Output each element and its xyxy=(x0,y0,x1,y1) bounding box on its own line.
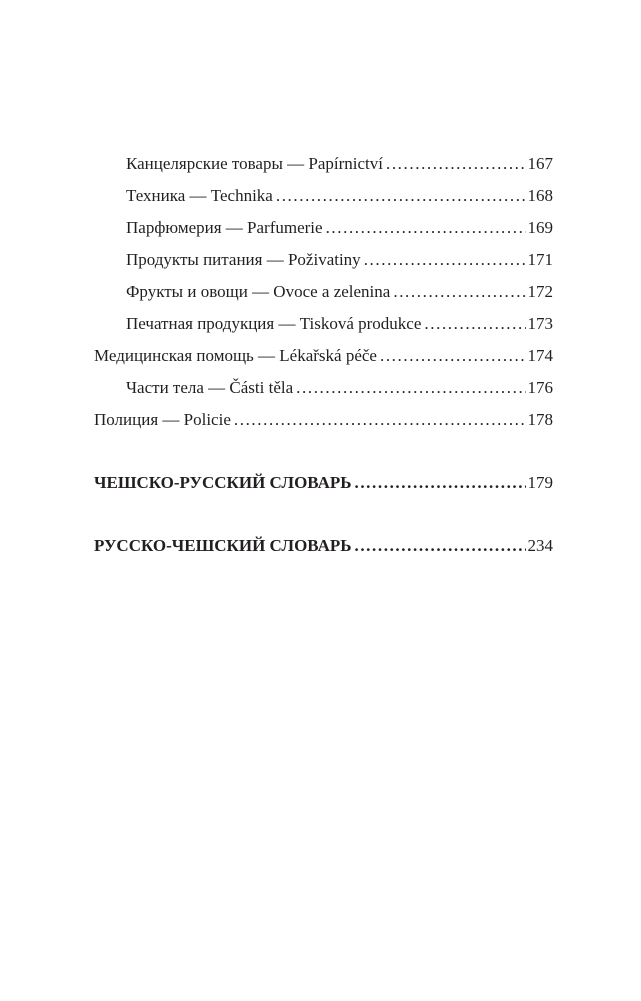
toc-entry-title: Канцелярские товары — Papírnictví xyxy=(126,154,383,173)
dot-leader xyxy=(364,250,526,270)
toc-entry-title: Части тела — Části těla xyxy=(126,378,294,397)
toc-entry[interactable] xyxy=(94,186,553,218)
dot-leader xyxy=(354,473,525,493)
toc-entry-title: Фрукты и овощи — Ovoce a zelenina xyxy=(126,282,391,301)
toc-section-title: ЧЕШСКО-РУССКИЙ СЛОВАРЬ xyxy=(94,473,352,492)
toc-entry-page: 172 xyxy=(527,282,553,301)
toc-entry-title: Продукты питания — Poživatiny xyxy=(126,250,361,269)
dot-leader xyxy=(276,186,526,206)
toc-entry-title: Печатная продукция — Tisková produkce xyxy=(126,314,422,333)
toc-entry-page: 178 xyxy=(527,410,553,429)
toc-entry-title: Полиция — Policie xyxy=(94,410,231,429)
toc-section-title: РУССКО-ЧЕШСКИЙ СЛОВАРЬ xyxy=(94,536,352,555)
toc-section-page: 179 xyxy=(527,473,553,492)
toc-entry-title: Техника — Technika xyxy=(126,186,273,205)
toc-section-page: 234 xyxy=(527,536,553,555)
toc-entry[interactable] xyxy=(94,250,553,282)
toc-entry[interactable] xyxy=(94,378,553,410)
toc-entry-page: 167 xyxy=(527,154,553,173)
toc-entry-title: Парфюмерия — Parfumerie xyxy=(126,218,323,237)
toc-entry[interactable] xyxy=(94,282,553,314)
dot-leader xyxy=(380,346,526,366)
toc-section[interactable] xyxy=(94,473,553,505)
dot-leader xyxy=(424,314,525,334)
dot-leader xyxy=(326,218,526,238)
dot-leader xyxy=(234,410,526,430)
toc-entry-page: 173 xyxy=(527,314,553,333)
toc-entry-page: 171 xyxy=(527,250,553,269)
dot-leader xyxy=(386,154,526,174)
dot-leader xyxy=(354,536,525,556)
table-of-contents xyxy=(94,154,553,568)
toc-entry-page: 174 xyxy=(527,346,553,365)
toc-entry[interactable] xyxy=(94,410,553,442)
toc-entry[interactable] xyxy=(94,218,553,250)
toc-entry-page: 169 xyxy=(527,218,553,237)
toc-section[interactable] xyxy=(94,536,553,568)
toc-entry-title: Медицинская помощь — Lékařská péče xyxy=(94,346,377,365)
dot-leader xyxy=(393,282,525,302)
toc-entry-page: 168 xyxy=(527,186,553,205)
toc-entry[interactable] xyxy=(94,314,553,346)
toc-entry-page: 176 xyxy=(527,378,553,397)
toc-entry[interactable] xyxy=(94,346,553,378)
dot-leader xyxy=(296,378,525,398)
toc-entry[interactable] xyxy=(94,154,553,186)
